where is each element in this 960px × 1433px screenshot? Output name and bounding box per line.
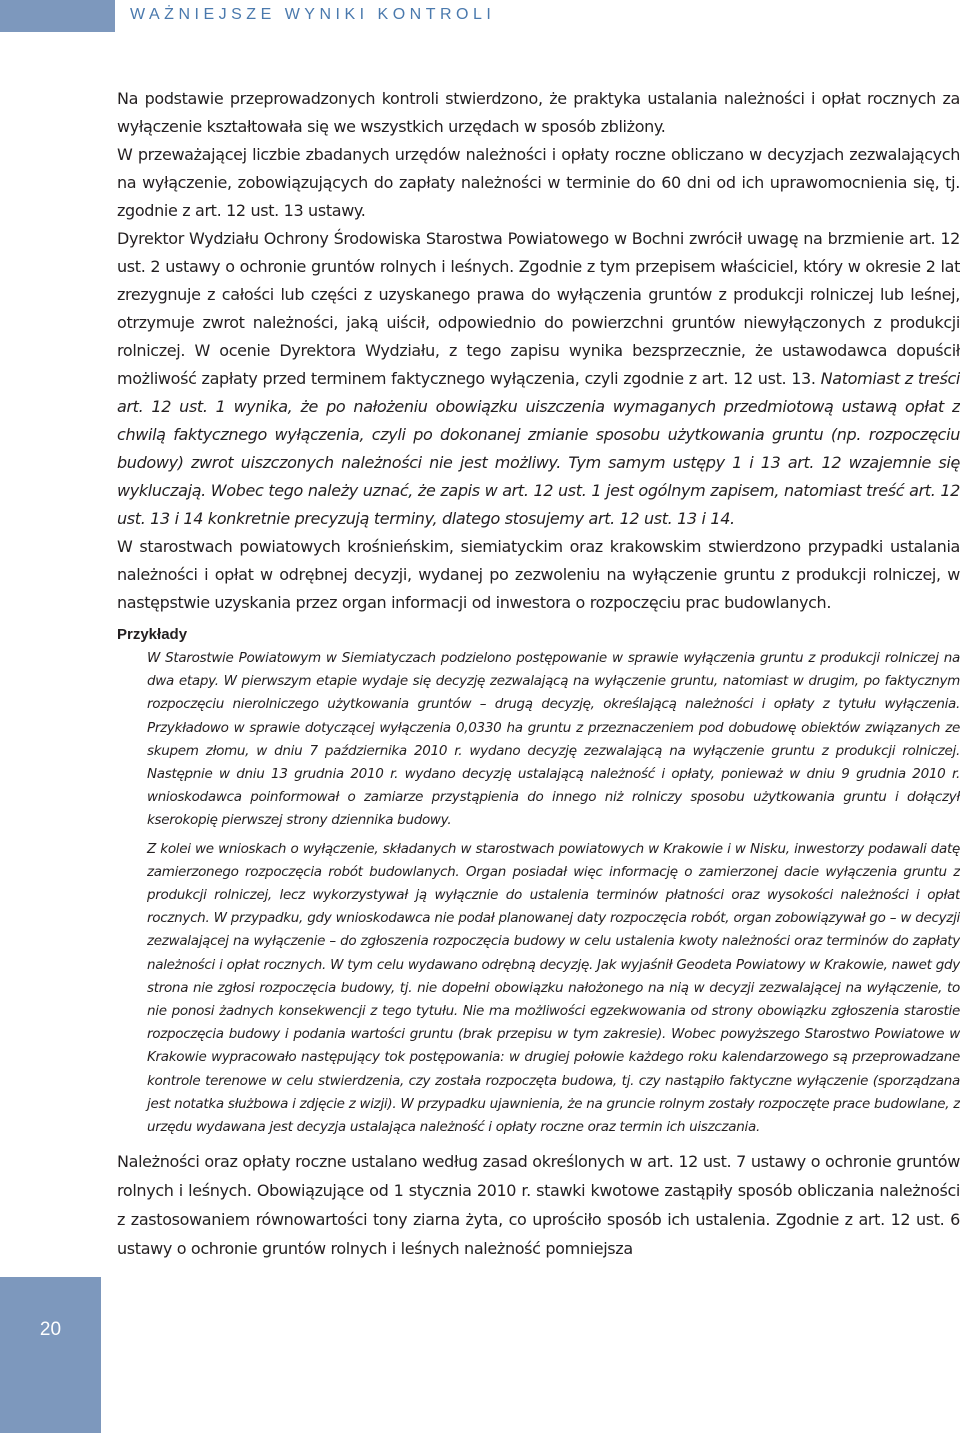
page-number-block [0,1277,101,1433]
paragraph-4: W starostwach powiatowych krośnieńskim, siemiatyckim oraz krakowskim stwierdzono przypadki ustalania należności i opłat w odrębnej decyzji, wydanej po zezwoleniu na wyłączenie gruntu z produkcji rolniczej, w następstwie uzyskania przez organ informacji od inwestora o rozpoczęciu prac budowlanych. [117,537,960,612]
paragraph-2: W przeważającej liczbie zbadanych urzędów należności i opłaty roczne obliczano w decyzjach zezwalających na wyłączenie, zobowiązujących do zapłaty należności w terminie do 60 dni od ich uprawomocnienia się, tj. zgodnie z art. 12 ust. 13 ustawy. [117,145,960,220]
paragraph-3 [117,225,960,533]
examples-heading: Przykłady [117,626,188,643]
paragraph-3-italic-quote: Natomiast z treści art. 12 ust. 1 wynika, że po nałożeniu obowiązku uiszczenia wymaganych przedmiotową ustawą opłat z chwilą faktycznego wyłączenia, czyli po dokonanej zmianie sposobu użytkowania gruntu (np. rozpoczęciu budowy) zwrot uiszczonych należności nie jest możliwy. Tym samym ustępy 1 i 13 art. 12 wzajemnie się wykluczają. Wobec tego należy uznać, że zapis w art. 12 ust. 1 jest ogólnym zapisem, natomiast treść art. 12 ust. 13 i 14 konkretnie precyzują terminy, dlatego stosujemy art. 12 ust. 13 i 14. [117,369,960,528]
header-color-block [0,0,115,32]
page-content [117,85,960,1263]
paragraph-5: Należności oraz opłaty roczne ustalano według zasad określonych w art. 12 ust. 7 ustawy o ochronie gruntów rolnych i leśnych. Obowiązujące od 1 stycznia 2010 r. stawki kwotowe zastąpiły sposób obliczania należności z zastosowaniem równowartości tony ziarna żyta, co uprościło sposób ich ustalenia. Zgodnie z art. 12 ust. 6 ustawy o ochronie gruntów rolnych i leśnych należność pomniejsza [117,1152,960,1259]
example-siemiatycze: W Starostwie Powiatowym w Siemiatyczach podzielono postępowanie w sprawie wyłączenia gruntu z produkcji rolniczej na dwa etapy. W pierwszym etapie wydaje się decyzję zezwalającą na wyłączenie gruntu, natomiast w drugim, po faktycznym rozpoczęciu nierolniczego użytkowania gruntów – drugą decyzję, określającą należności i opłaty z tytułu wyłączenia. Przykładowo w sprawie dotyczącej wyłączenia 0,0330 ha gruntu z przeznaczeniem pod dobudowę obiektów związanych ze skupem złomu, w dniu 7 października 2010 r. wydano decyzję zezwalającą na wyłączenie gruntu z produkcji rolniczej. Następnie w dniu 13 grudnia 2010 r. wydano decyzję ustalającą należność i opłaty, ponieważ w dniu 9 grudnia 2010 r. wnioskodawca poinformował o zamiarze przystąpienia do innego niż rolniczy sposobu użytkowania gruntu i dołączył kserokopię pierwszej strony dziennika budowy. [147,650,960,829]
example-krakow-nisko: Z kolei we wnioskach o wyłączenie, składanych w starostwach powiatowych w Krakowie i w Nisku, inwestorzy podawali datę zamierzonego rozpoczęcia robót budowlanych. Organ posiadał więc informację o zamierzonej dacie wyłączenia gruntu z produkcji rolniczej, lecz wykorzystywał ją wyłącznie do ustalenia terminów płatności oraz wysokości należności i opłat rocznych. W przypadku, gdy wnioskodawca nie podał planowanej daty rozpoczęcia robót, organ zobowiązywał go – w decyzji zezwalającej na wyłączenie – do zgłoszenia rozpoczęcia budowy w celu ustalenia kwoty należności oraz terminów do zapłaty należności i opłat rocznych. W tym celu wydawano odrębną decyzję. Jak wyjaśnił Geodeta Powiatowy w Krakowie, nawet gdy strona nie zgłosi rozpoczęcia budowy, tj. nie dopełni obowiązku nałożonego na nią w decyzji zezwalającej na wyłączenie, to nie ponosi żadnych konsekwencji z tego tytułu. Nie ma możliwości egzekwowania od strony obowiązku zgłoszenia starostie rozpoczęcia budowy i podania wartości gruntu (brak przepisu w tym zakresie). Wobec powyższego Starostwo Powiatowe w Krakowie wypracowało następujący tok postępowania: w drugiej połowie każdego roku kalendarzowego są przeprowadzane kontrole terenowe w celu stwierdzenia, czy została rozpoczęta budowa, tj. czy nastąpiło faktyczne wyłączenie (sporządzana jest notatka służbowa i zdjęcie z wizji). W przypadku ujawnienia, że na gruncie rolnym zostały rozpoczęte prace budowlane, z urzędu wydawana jest decyzja ustalająca należność i opłaty roczne oraz termin ich uiszczania. [147,840,960,1136]
paragraph-1: Na podstawie przeprowadzonych kontroli stwierdzono, że praktyka ustalania należności i opłat rocznych za wyłączenie kształtowała się we wszystkich urzędach w sposób zbliżony. [117,89,960,136]
running-header: WAŻNIEJSZE WYNIKI KONTROLI [130,6,496,23]
examples-box [147,647,960,1139]
paragraph-3-regular: Dyrektor Wydziału Ochrony Środowiska Starostwa Powiatowego w Bochni zwrócił uwagę na brzmienie art. 12 ust. 2 ustawy o ochronie gruntów rolnych i leśnych. Zgodnie z tym przepisem właściciel, który w okresie 2 lat zrezygnuje z całości lub części z uzyskanego prawa do wyłączenia gruntów z produkcji rolniczej lub leśnej, otrzymuje zwrot należności, jaką uiścił, odpowiednio do powierzchni gruntów niewyłączonych z produkcji rolniczej. W ocenie Dyrektora Wydziału, z tego zapisu wynika bezsprzecznie, że ustawodawca dopuścił możliwość zapłaty przed terminem faktycznego wyłączenia, czyli zgodnie z art. 12 ust. 13. [117,229,960,388]
page-number: 20 [39,1319,62,1340]
